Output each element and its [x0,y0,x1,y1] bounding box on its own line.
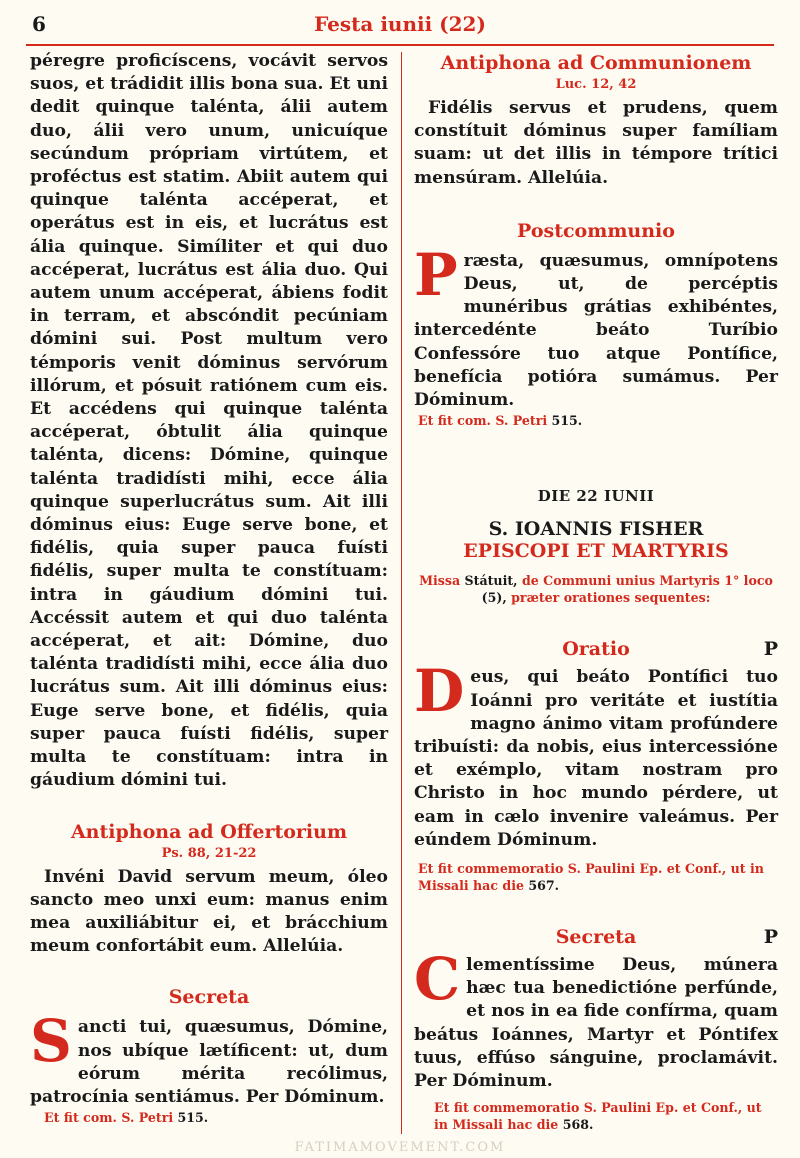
page-header [0,0,800,44]
communion-title: Antiphona ad Communionem [440,52,752,74]
secreta-prayer [414,945,778,1093]
oratio-title-text: Oratio [562,638,630,661]
secreta-rubric-text: Et fit commemoratio S. Paulini Ep. et Conf., ut in Missali hac die [434,1100,762,1133]
postcommunion-text: ræsta, quæsumus, omnípotens Deus, ut, de percéptis munéribus grátias exhibéntes, intercedénte beáto Turíbio Confessóre tuo atque Pontífice, benefícia potióra sumámus. Per Dóminum. [414,250,778,411]
oratio-rubric-text: Et fit commemoratio S. Paulini Ep. et Conf., ut in Missali hac die [418,861,764,894]
secreta-rubric [434,1099,778,1133]
column-divider [401,52,402,1134]
offertory-text: Invéni David servum meum, óleo sancto meo unxi eum: manus enim mea auxiliábitur ei, et brácchium meum confortábit eum. Allelúia. [30,866,388,957]
secret-text: ancti tui, quæsumus, Dómine, nos ubíque lætíficent: ut, dum eórum mérita recólimus, patrocínia sentiámus. Per Dóminum. [30,1017,388,1107]
postcommunion-rubric-text: Et fit com. S. Petri [418,413,548,429]
secreta-title-text: Secreta [555,926,637,949]
feast-date: DIE 22 IUNII [537,487,655,506]
saint-name: S. IOANNIS FISHER [488,518,704,541]
saint-title: EPISCOPI ET MARTYRIS [463,540,729,563]
watermark: FATIMAMOVEMENT.COM [294,1140,506,1155]
secret-rubric-text: Et fit com. S. Petri [44,1110,174,1126]
secret-prayer [30,1007,388,1109]
postcommunion-rubric-page: 515. [551,413,583,429]
gospel-continuation: péregre proficíscens, vocávit servos suos, et trádidit illis bona sua. Et uni dedit quinque talénta, álii autem duo, álii vero unum, unicuíque secúndum própriam virtútem, et proféctus est statim. Abiit autem qui quinque talénta accéperat, et operátus est in eis, et lucrátus est ália quinque. Simíliter et qui duo accéperat, lucrátus est ália duo. Qui autem unum accéperat, ábiens fodit in terram, et abscóndit pecúniam dómini sui. Post multum vero témporis venit dóminus servórum illórum, et pósuit ratiónem cum eis. Et accédens qui quinque talénta accéperat, óbtulit ália quinque talénta, dicens: Dómine, quinque talénta tradidísti mihi, ecce ália quinque superlucrátus sum. Ait illi dóminus eius: Euge serve bone, et fidélis, quia super pauca fuísti fidélis, super multa te constítuam: intra in gáudium dómini tui. Accéssit autem et qui duo talénta accéperat, et ait: Dómine, duo talénta tradidísti mihi, ecce ália duo lucrátus sum. Ait illi dóminus eius: Euge serve bone, et fidélis, quia super pauca fuísti fidélis, super multa te constítuam: intra in gáudium dómini tui. [30,51,388,791]
oratio-rubric-page: 567. [528,878,560,894]
secret-title: Secreta [168,986,250,1009]
oratio-proper-mark: P [763,638,778,661]
communion-text: Fidélis servus et prudens, quem constítuit dóminus super famíliam suam: ut det illis in témpore trítici mensúram. Allelúia. [414,98,778,188]
oratio-initial: D [414,657,465,726]
postcommunion-initial: P [414,240,458,309]
secreta-rubric-page: 568. [562,1117,594,1133]
secreta-proper-mark: P [763,926,778,949]
mass-introit: Státuit, [464,573,518,589]
mass-rubric-a: Missa [419,573,461,589]
postcommunion-rubric [418,412,778,429]
oratio-prayer [414,657,778,852]
secreta-text: lementíssime Deus, múnera hæc tua benedictióne perfúnde, et nos in ea fide confírma, quam beátus Ioánnes, Martyr et Póntifex tuus, effúso sánguine, proclamávit. Per Dóminum. [414,955,778,1092]
oratio-title [414,636,778,662]
mass-rubric-e: præter orationes sequentes: [511,590,711,606]
secreta-initial: C [414,945,461,1014]
mass-rubric-ref: (5), [481,590,507,606]
mass-rubric-c: de Communi unius Martyris 1° loco [521,573,773,589]
offertory-reference: Ps. 88, 21-22 [161,845,257,861]
mass-rubric [414,572,778,606]
communion-reference: Luc. 12, 42 [555,77,637,92]
left-column [30,50,388,1126]
oratio-text: eus, qui beáto Pontífici tuo Ioánni pro veritáte et iustítia magno ánimo vitam profúndere tribuísti: da nobis, eius intercessióne et exémplo, vitam nostram pro Christo in hoc mundo pérdere, ut eam in cælo invenire valeámus. Per eúndem Dóminum. [414,667,778,850]
secreta-title [414,924,778,950]
page-number: 6 [32,12,46,36]
postcommunion-prayer [414,240,778,412]
header-rule [26,44,774,46]
running-title: Festa iunii (22) [314,12,486,36]
offertory-title: Antiphona ad Offertorium [70,820,348,843]
oratio-rubric [418,860,778,894]
secret-rubric [44,1109,388,1126]
secret-rubric-page: 515. [177,1110,209,1126]
postcommunion-title: Postcommunio [517,219,675,242]
secret-initial: S [30,1007,72,1076]
right-column [414,50,778,1133]
